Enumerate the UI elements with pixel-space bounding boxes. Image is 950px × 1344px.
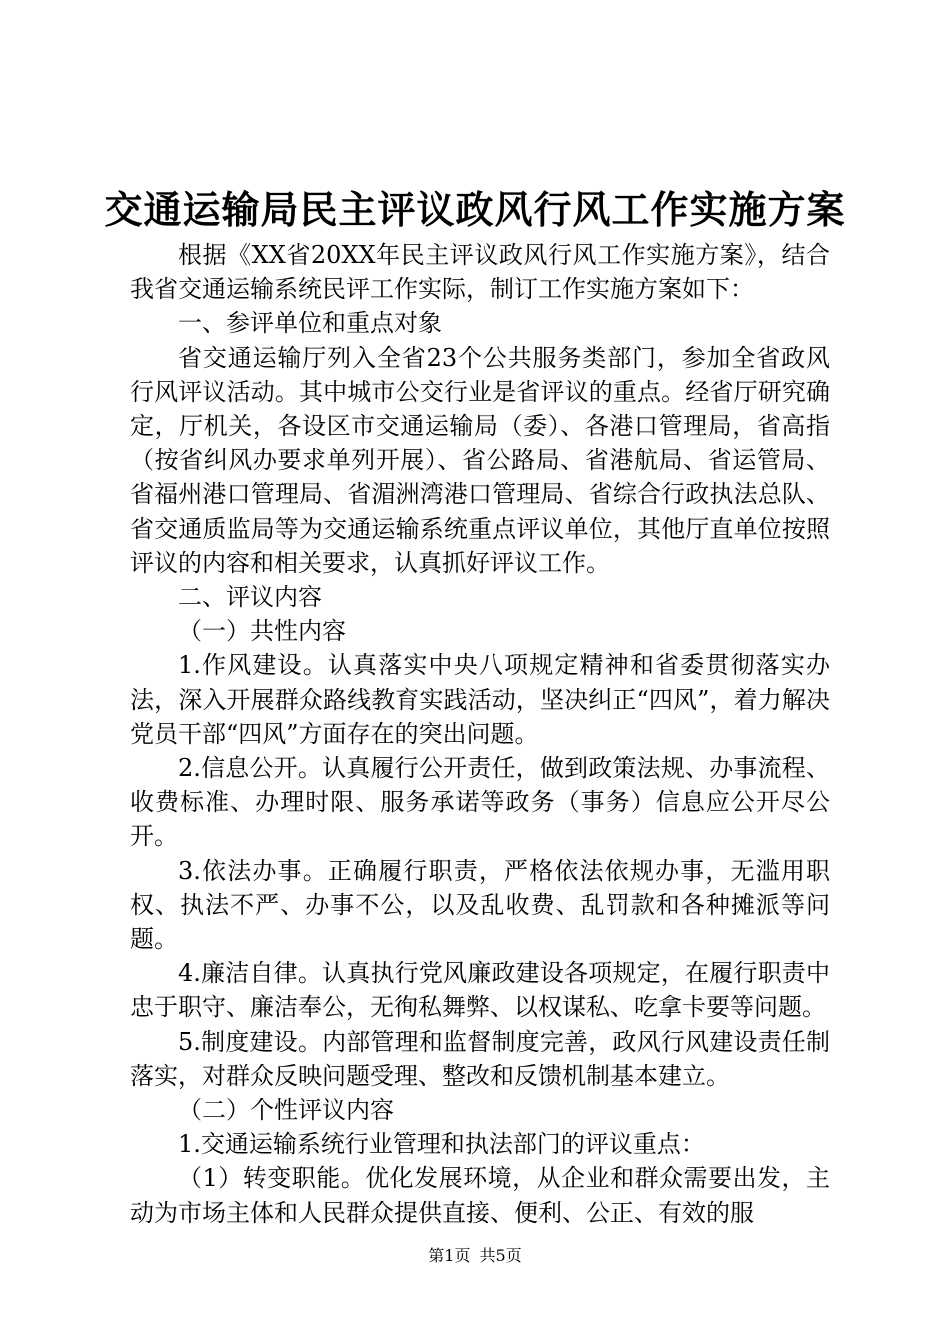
section-heading-1: 一、参评单位和重点对象	[178, 309, 442, 338]
subsection-heading-individual: （二）个性评议内容	[178, 1096, 394, 1125]
paragraph-item-4: 4.廉洁自律。认真执行党风廉政建设各项规定，在履行职责中忠于职守、廉洁奉公，无徇私舞弊、以权谋私、吃拿卡要等问题。	[130, 959, 830, 1022]
paragraph-individual-1-1: （1）转变职能。优化发展环境，从企业和群众需要出发，主动为市场主体和人民群众提供直接、便利、公正、有效的服	[130, 1164, 830, 1227]
page-footer	[0, 1245, 950, 1267]
document-body	[130, 238, 830, 1230]
paragraph-item-1: 1.作风建设。认真落实中央八项规定精神和省委贯彻落实办法，深入开展群众路线教育实践活动，坚决纠正“四风”，着力解决党员干部“四风”方面存在的突出问题。	[130, 651, 830, 748]
paragraph-item-5: 5.制度建设。内部管理和监督制度完善，政风行风建设责任制落实，对群众反映问题受理、整改和反馈机制基本建立。	[130, 1027, 830, 1090]
document-title: 交通运输局民主评议政风行风工作实施方案	[104, 187, 846, 232]
page-total: 共5页	[479, 1246, 522, 1265]
paragraph-item-3: 3.依法办事。正确履行职责，严格依法依规办事，无滥用职权、执法不严、办事不公，以及乱收费、乱罚款和各种摊派等问题。	[130, 856, 830, 954]
paragraph-item-2: 2.信息公开。认真履行公开责任，做到政策法规、办事流程、收费标准、办理时限、服务承诺等政务（事务）信息应公开尽公开。	[130, 754, 830, 851]
page-number: 第1页	[428, 1246, 471, 1265]
paragraph-intro: 根据《XX省20XX年民主评议政风行风工作实施方案》，结合我省交通运输系统民评工作实际，制订工作实施方案如下：	[130, 241, 830, 304]
subsection-heading-common: （一）共性内容	[178, 617, 346, 646]
section-heading-2: 二、评议内容	[178, 583, 322, 612]
paragraph-participants: 省交通运输厅列入全省23个公共服务类部门，参加全省政风行风评议活动。其中城市公交行业是省评议的重点。经省厅研究确定，厅机关，各设区市交通运输局（委）、各港口管理局，省高指（按省纠风办要求单列开展）、省公路局、省港航局、省运管局、省福州港口管理局、省湄洲湾港口管理局、省综合行政执法总队、省交通质监局等为交通运输系统重点评议单位，其他厅直单位按照评议的内容和相关要求，认真抓好评议工作。	[130, 343, 830, 577]
paragraph-individual-1: 1.交通运输系统行业管理和执法部门的评议重点：	[178, 1130, 705, 1159]
